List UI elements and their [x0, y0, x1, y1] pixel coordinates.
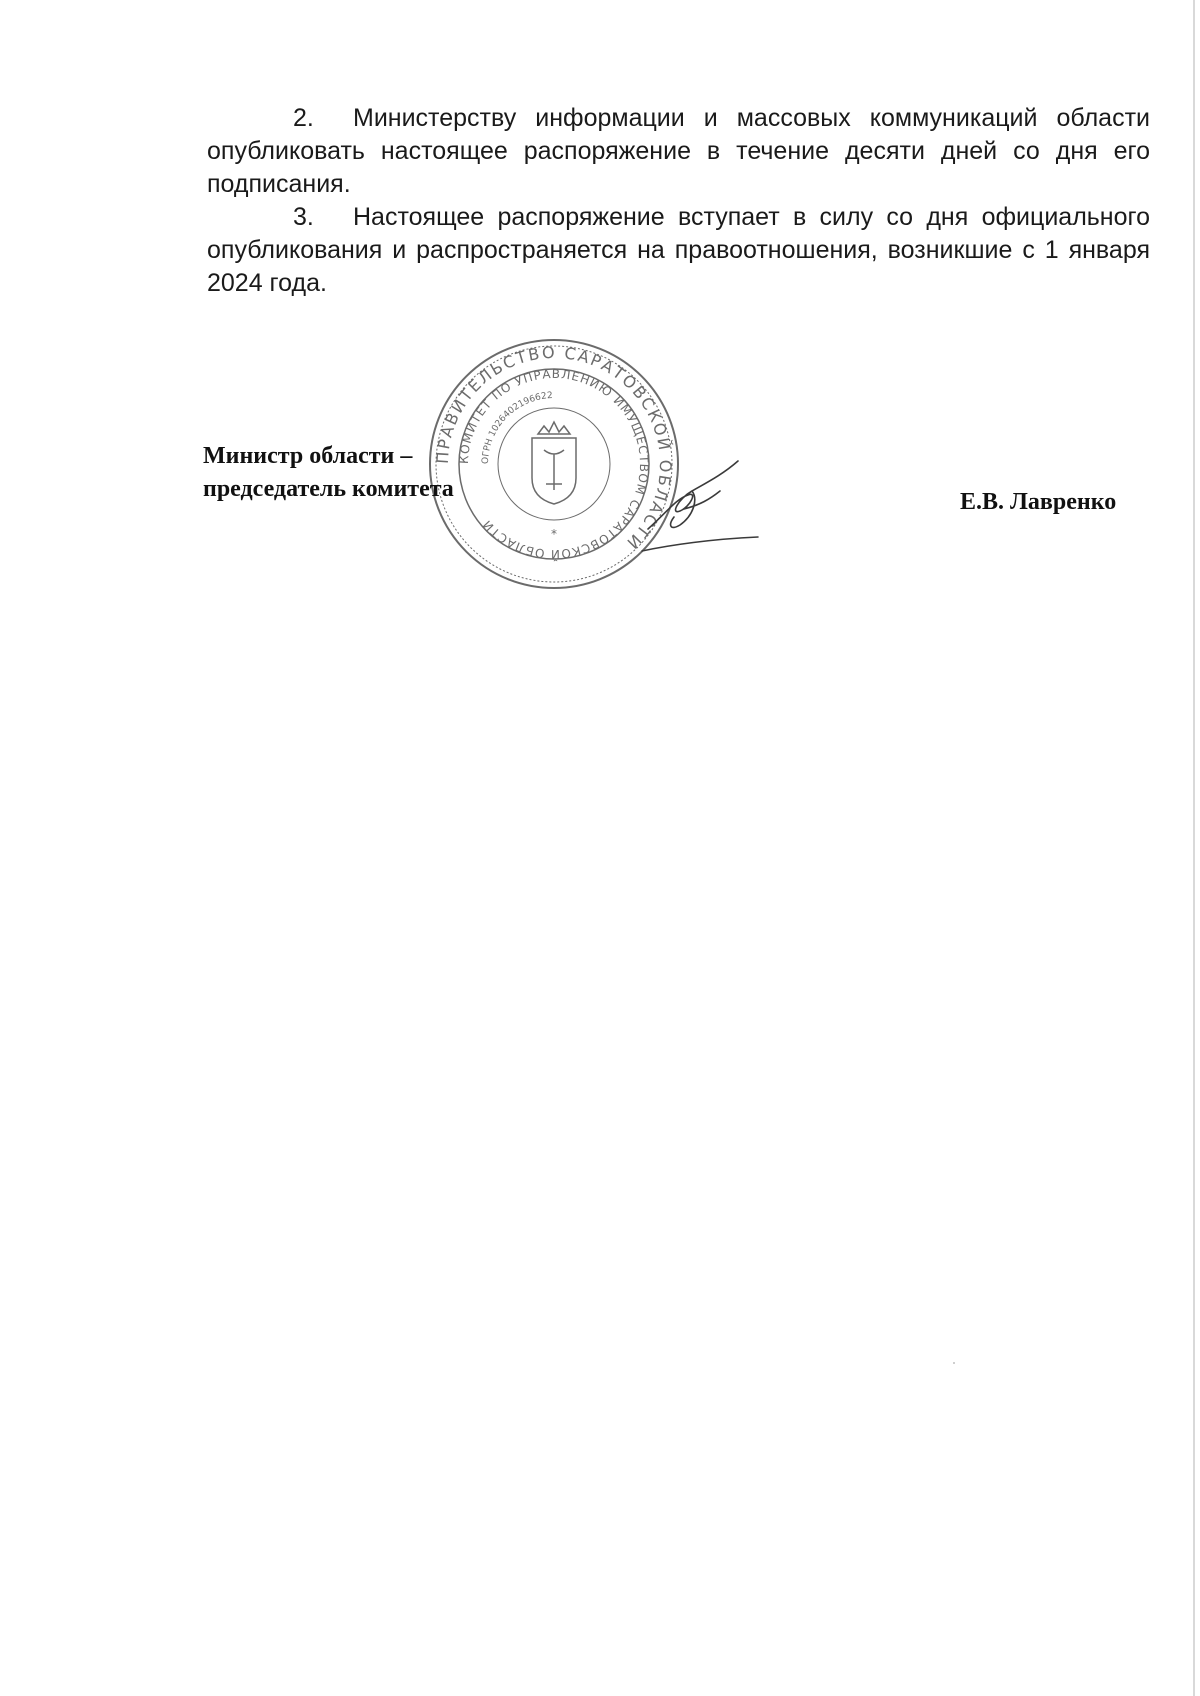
seal-outer-text: ПРАВИТЕЛЬСТВО САРАТОВСКОЙ ОБЛАСТИ: [432, 342, 676, 554]
paragraph-number: 2.: [293, 104, 314, 132]
signer-title-line2: председатель комитета: [203, 476, 454, 502]
signer-title-line1: Министр области –: [203, 443, 413, 469]
paragraph-text: Настоящее распоряжение вступает в силу со дня официального опубликования и распространяется на правоотношения, возникшие с 1 января 2024 года.: [207, 203, 1150, 297]
handwritten-signature: [640, 455, 770, 555]
signer-title: [203, 440, 454, 506]
svg-text:*: *: [551, 527, 557, 541]
paragraph-2: [207, 102, 1150, 201]
paragraph-3: [207, 201, 1150, 300]
coat-of-arms-icon: [532, 422, 576, 504]
signer-name: Е.В. Лавренко: [960, 489, 1117, 515]
seal-ogrn-text: ОГРН 1026402196622: [480, 390, 553, 465]
scan-speck: [953, 1362, 955, 1364]
document-body: [207, 102, 1150, 300]
seal-inner-text: КОМИТЕТ ПО УПРАВЛЕНИЮ ИМУЩЕСТВОМ САРАТОВСКОЙ ОБЛАСТИ: [456, 366, 652, 562]
page-edge: [1193, 0, 1195, 1696]
paragraph-text: Министерству информации и массовых коммуникаций области опубликовать настоящее распоряжение в течение десяти дней со дня его подписания.: [207, 104, 1150, 198]
paragraph-number: 3.: [293, 203, 314, 231]
